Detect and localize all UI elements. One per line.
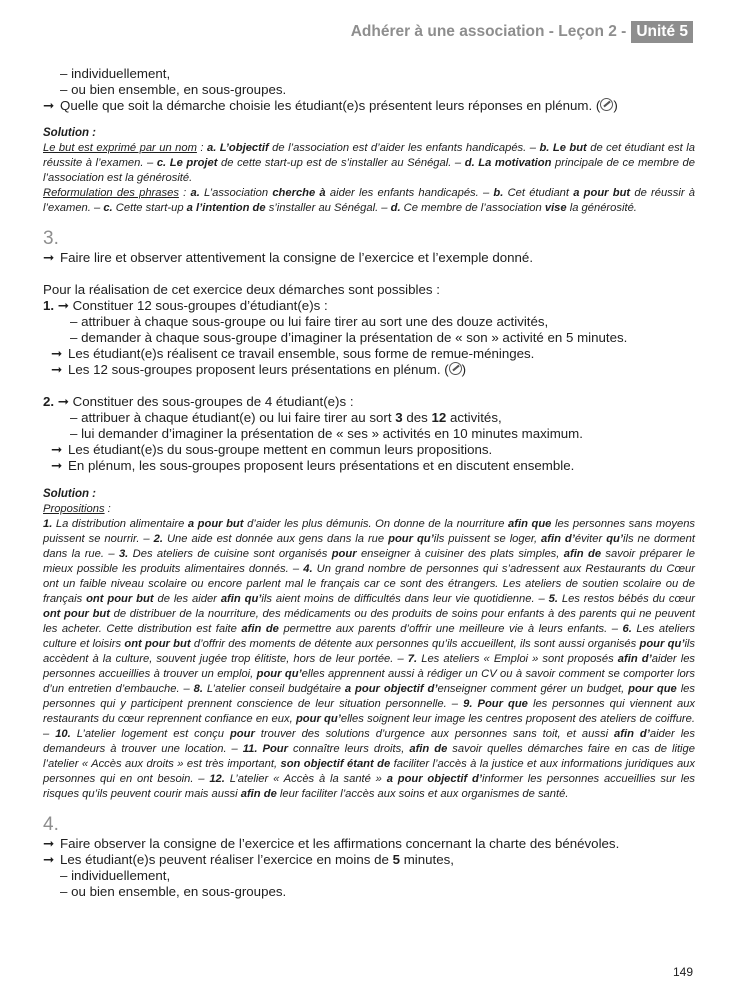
text-run: leur faciliter l’accès aux soins et aux organismes de santé. (276, 788, 569, 800)
text-run: La distribution alimentaire (52, 518, 188, 530)
sec3-step-2-line-4: ➞ Les étudiant(e)s du sous-groupe mettent en commun leurs propositions. (51, 442, 493, 457)
bold-term: a l’intention de (186, 202, 266, 214)
text-run: trouver des solutions d’urgence aux personnes sans toit, et aussi (254, 728, 615, 740)
solution-2-paragraph (43, 517, 695, 802)
arrow-icon: ➞ (43, 852, 55, 867)
text-run: ils accèdent à la culture, souvent jugée trop élitiste, hors de leur portée. – (43, 638, 696, 665)
text-run: d’aider les plus démunis. On donne de la nourriture (243, 518, 509, 530)
text-run: : (196, 142, 207, 154)
text-run: Ce membre de l’association (400, 202, 545, 214)
text-run: de cette start-up est de s’installer au Sénégal. – (217, 157, 465, 169)
arrow-icon: ➞ (43, 836, 55, 851)
text-run: les personnes qui y participent prennent conscience de leur situation personnelle. – (43, 683, 695, 710)
sec3-step-1-line-2: – attribuer à chaque sous-groupe ou lui faire tirer au sort une des douze activités, (70, 314, 549, 329)
bold-term: pour qu’ (388, 533, 434, 545)
text-run: L’atelier « Accès à la santé » (224, 773, 387, 785)
arrow-icon: ➞ (51, 362, 63, 377)
text-run: Cet étudiant (503, 187, 574, 199)
bold-term: 12. (209, 773, 225, 785)
text-run: de l’association est d’aider les enfants handicapés. – (268, 142, 540, 154)
bold-term: cherche à (272, 187, 326, 199)
bold-term: afin de (563, 548, 602, 560)
sec3-step-1-line-4: ➞ Les étudiant(e)s réalisent ce travail ensemble, sous forme de remue-méninges. (51, 346, 535, 361)
sec3-step-2-line-2: – attribuer à chaque étudiant(e) ou lui faire tirer au sort 3 des 12 activités, (70, 410, 502, 425)
bold-term: afin d’ (541, 533, 575, 545)
sec3-step-2: 2. ➞ Constituer des sous-groupes de 4 étudiant(e)s : (43, 394, 354, 409)
text-run: de distribuer de la nourriture, des médicaments ou des produits de soins pour enfants à des parents qui ne peuvent les acheter. Cette distribution est faite (43, 608, 695, 635)
arrow-icon: ➞ (43, 250, 55, 265)
sec4-line-1: ➞ Faire observer la consigne de l’exercice et les affirmations concernant la charte des bénévoles. (43, 836, 620, 851)
bold-term: pour (229, 728, 255, 740)
bold-term: ont pour but (43, 608, 110, 620)
bold-term: b. Le but (539, 142, 587, 154)
text-run: de cet étudiant est la réussite à l’examen. – (43, 142, 695, 169)
text-run: principale de ce membre de l’association est la générosité. (43, 157, 695, 184)
bold-term: pour que (628, 683, 677, 695)
text-run: ils ne dorment dans la rue. – (43, 533, 695, 560)
top-line-3: ➞ Quelle que soit la démarche choisie les étudiant(e)s présentent leurs réponses en plénum. ( ) (43, 98, 618, 113)
text-run: informer les personnes accueillies sur les risques qu’ils peuvent courir mais aussi (43, 773, 696, 800)
text-run: la générosité. (566, 202, 637, 214)
text-run: de réussir à l’examen. – (43, 187, 696, 214)
text-run: elles soignent leur image les centres proposent des ateliers de coiffure. – (43, 713, 695, 740)
bold-term: afin de (241, 623, 279, 635)
text-run: savoir quelles démarches faire en cas de litige l’atelier « Accès aux droits » est très important, (43, 743, 695, 770)
sec3-step-1-line-3: – demander à chaque sous-groupe d’imaginer la présentation de « son » activité en 5 minutes. (70, 330, 628, 345)
bold-term: a pour but (187, 518, 244, 530)
text-run: connaître leurs droits, (287, 743, 410, 755)
bold-term: d. (390, 202, 401, 214)
text-run: : (178, 187, 191, 199)
top-line-1: – individuellement, (60, 66, 171, 81)
header-title: Adhérer à une association - Leçon 2 - (350, 23, 627, 40)
sec3-step-2-line-5: ➞ En plénum, les sous-groupes proposent leurs présentations et en discutent ensemble. (51, 458, 575, 473)
arrow-icon: ➞ (57, 394, 69, 409)
sec3-line-2: Pour la réalisation de cet exercice deux démarches sont possibles : (43, 282, 440, 297)
text-run: d’offrir des moments de détente aux personnes qu’ils accueillent, ils sont aussi organisés (190, 638, 640, 650)
bold-term: c. Le projet (156, 157, 218, 169)
text-run: Un grand nombre de personnes qui s’adressent aux Restaurants du Cœur ont un faible niveau scolaire ou encore parlent mal le français car ce sont des étrangers. Les ateliers de soutien scolaire ou de français (43, 563, 695, 605)
bold-term: 10. (55, 728, 71, 740)
bold-term: d. La motivation (464, 157, 552, 169)
bold-term: pour (331, 548, 357, 560)
text-run: Des ateliers de cuisine sont organisés (128, 548, 332, 560)
arrow-icon: ➞ (43, 98, 55, 113)
sec4-line-2: ➞ Les étudiant(e)s peuvent réaliser l’exercice en moins de 5 minutes, (43, 852, 454, 867)
bold-term: pour qu’ (295, 713, 341, 725)
arrow-icon: ➞ (51, 442, 63, 457)
top-line-2: – ou bien ensemble, en sous-groupes. (60, 82, 287, 97)
bold-term: a. (190, 187, 200, 199)
text-run: L’atelier conseil budgétaire (202, 683, 345, 695)
bold-term: 6. (622, 623, 632, 635)
bold-term: 5. (548, 593, 558, 605)
solution-1-paragraph-1: Le but est exprimé par un nom : a. L’objectif de l’association est d’aider les enfants handicapés. – b. Le but de cet étudiant est la réussite à l’examen. – c. Le projet de cette start-up est de s’installer au Sénégal. – d. La motivation principale de ce membre de l’association est la générosité. (43, 142, 695, 184)
text-run: L’association (199, 187, 273, 199)
text-run: aider les personnes accueillies à trouver un emploi, (43, 653, 696, 680)
bold-term: afin d’ (617, 653, 652, 665)
bold-term: son objectif étant de (280, 758, 391, 770)
bold-term: ont pour but (86, 593, 154, 605)
text-run: savoir préparer le mieux possible les produits alimentaires donnés. – (43, 548, 695, 575)
arrow-icon: ➞ (51, 458, 63, 473)
bold-term: b. (493, 187, 504, 199)
text-run: ils aient moins de difficultés dans leur vie quotidienne. – (261, 593, 549, 605)
bold-term: afin que (508, 518, 552, 530)
bold-term: vise (544, 202, 567, 214)
text-run: les personnes sans moyens puissent se nourrir. – (43, 518, 696, 545)
text-run: Les restos bébés du cœur (557, 593, 696, 605)
bold-term: ont pour but (124, 638, 191, 650)
text-run: permettre aux parents d’offrir une meilleure vie à leurs enfants. – (278, 623, 623, 635)
sec4-line-3: – individuellement, (60, 868, 171, 883)
sec3-line-1: ➞ Faire lire et observer attentivement la consigne de l’exercice et l’exemple donné. (43, 250, 534, 265)
pen-icon (449, 362, 462, 375)
bold-term: 7. (407, 653, 418, 665)
bold-term: afin de (409, 743, 448, 755)
page-header (351, 21, 693, 43)
bold-term: afin de (240, 788, 277, 800)
solution-1-paragraph-2: Reformulation des phrases : a. L’association cherche à aider les enfants handicapés. – b. Cet étudiant a pour but de réussir à l’examen. – c. Cette start-up a l’intention de s’installer au Sénégal. – d. Ce membre de l’association vise la générosité. (43, 187, 696, 214)
solution-2-title: Solution : (43, 488, 97, 500)
text-run: Les ateliers « Emploi » sont proposés (417, 653, 618, 665)
bold-term: a. L’objectif (207, 142, 269, 154)
text-run: aider les demandeurs à trouver une location. – (43, 728, 695, 755)
text-run: éviter (574, 533, 607, 545)
bold-term: 9. Pour que (463, 698, 528, 710)
text-run: s’installer au Sénégal. – (265, 202, 391, 214)
text-run: faciliter l’accès à la justice et aux informations juridiques aux personnes qui en ont besoin. – (43, 758, 695, 785)
bold-term: afin d’ (614, 728, 650, 740)
bold-term: a pour objectif d’ (344, 683, 438, 695)
section-4-number: 4. (43, 814, 59, 835)
text-run: enseigner à cuisiner des plats simples, (356, 548, 564, 560)
bold-term: afin qu’ (220, 593, 262, 605)
text-run: aider les enfants handicapés. – (325, 187, 494, 199)
text-run: Cette start-up (112, 202, 187, 214)
bold-term: a pour objectif d’ (386, 773, 482, 785)
sec3-step-2-line-3: – lui demander d’imaginer la présentation de « ses » activités en 10 minutes maximum. (70, 426, 583, 441)
bold-term: 1. (43, 518, 53, 530)
text-run: les personnes qui viennent aux restaurants du cœur reprennent confiance en eux, (43, 698, 696, 725)
text-run: de les aider (153, 593, 221, 605)
solution-2-label: Propositions : (43, 503, 111, 515)
bold-term: pour qu’ (256, 668, 302, 680)
arrow-icon: ➞ (51, 346, 63, 361)
bold-term: 4. (303, 563, 313, 575)
sec3-step-1-line-5: ➞ Les 12 sous-groupes proposent leurs présentations en plénum. ( ) (51, 362, 467, 377)
arrow-icon: ➞ (57, 298, 69, 313)
text-run: Les ateliers culture et loisirs (43, 623, 695, 650)
solution-1-title: Solution : (43, 127, 97, 139)
text-run: enseigner comment gérer un budget, (437, 683, 629, 695)
text-run: ils puissent se loger, (433, 533, 542, 545)
bold-term: pour qu’ (639, 638, 685, 650)
text-run: L’atelier logement est conçu (70, 728, 230, 740)
pen-icon (600, 98, 613, 111)
bold-term: qu’ (606, 533, 623, 545)
sec3-step-1: 1. ➞ Constituer 12 sous-groupes d’étudiant(e)s : (43, 298, 328, 313)
bold-term: 2. (153, 533, 163, 545)
bold-term: 11. Pour (242, 743, 288, 755)
section-3-number: 3. (43, 228, 59, 249)
text-run: elles apprennent aussi à rédiger un CV ou à savoir comment se comporter lors d’un entretien d’embauche. – (43, 668, 695, 695)
sec4-line-4: – ou bien ensemble, en sous-groupes. (60, 884, 287, 899)
bold-term: 3. (118, 548, 129, 560)
main-content (43, 66, 695, 900)
unit-badge: Unité 5 (631, 21, 693, 43)
bold-term: a pour but (573, 187, 631, 199)
text-run: Une aide est donnée aux gens dans la rue (162, 533, 389, 545)
page-number: 149 (672, 965, 693, 979)
bold-term: 8. (193, 683, 203, 695)
bold-term: c. (103, 202, 113, 214)
